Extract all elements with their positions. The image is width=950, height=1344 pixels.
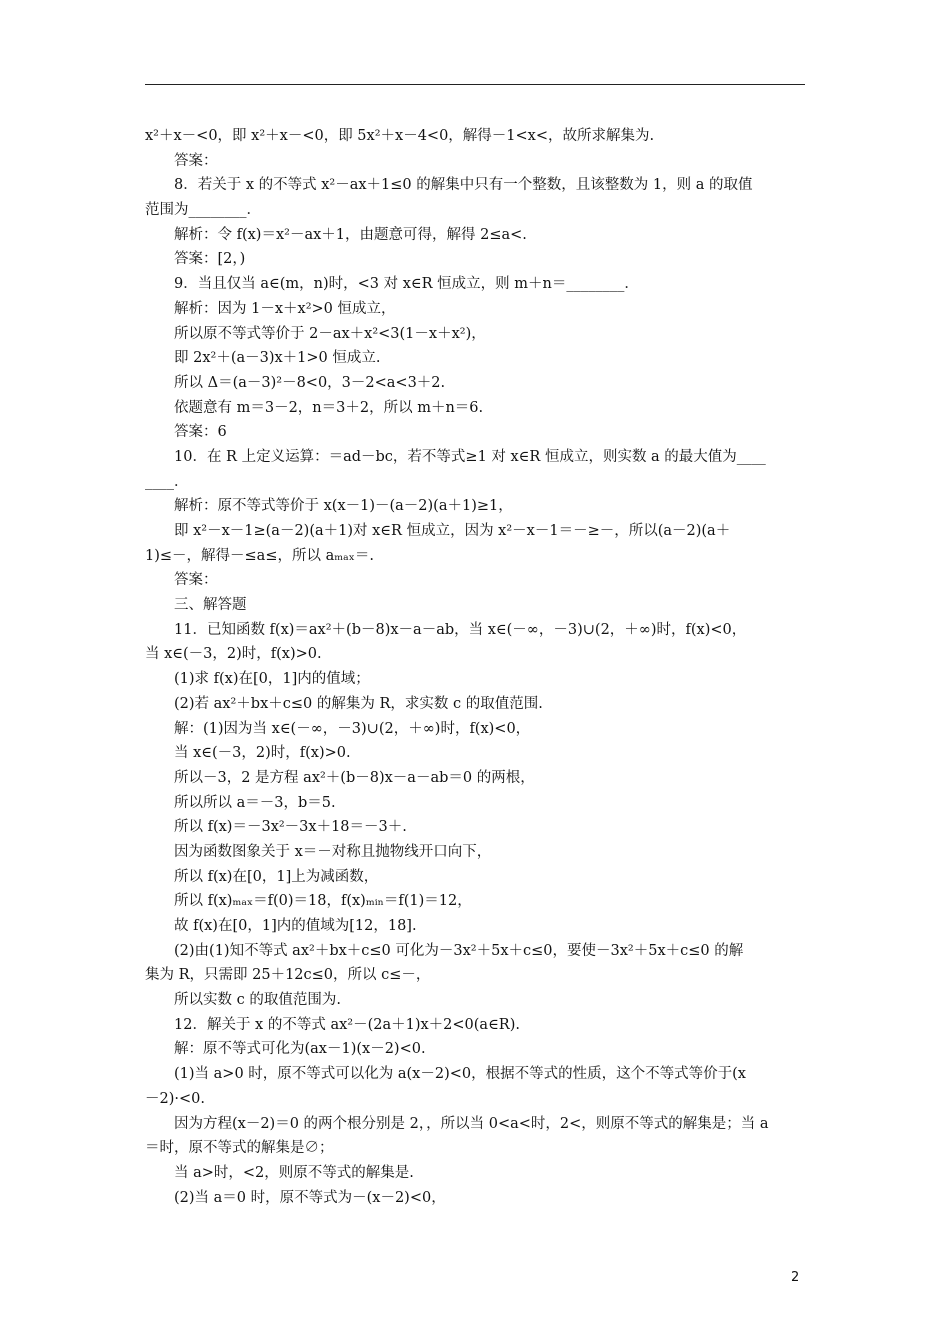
text-line: 所以原不等式等价于 2－ax＋x²<3(1－x＋x²)，	[174, 325, 486, 342]
text-line: 解：(1)因为当 x∈(－∞，－3)∪(2，＋∞)时，f(x)<0，	[174, 720, 531, 737]
text-line: 范围为________．	[145, 202, 261, 219]
body-text	[145, 124, 805, 1210]
text-line: (1)当 a>0 时，原不等式可以化为 a(x－2)<0，根据不等式的性质，这个不等式等价于(x	[174, 1066, 746, 1083]
text-line: 12．解关于 x 的不等式 ax²－(2a＋1)x＋2<0(a∈R).	[174, 1016, 520, 1033]
text-line: 解：原不等式可化为(ax－1)(x－2)<0.	[174, 1041, 426, 1058]
text-line: 11．已知函数 f(x)＝ax²＋(b－8)x－a－ab，当 x∈(－∞，－3)∪(2，＋∞)时，f(x)<0，	[174, 621, 747, 638]
text-line: 解析：因为 1－x＋x²>0 恒成立，	[174, 300, 396, 317]
text-line: 8．若关于 x 的不等式 x²－ax＋1≤0 的解集中只有一个整数，且该整数为 1，则 a 的取值	[174, 177, 753, 194]
text-line: 当 a>时，<2，则原不等式的解集是.	[174, 1164, 414, 1181]
text-line: (1)求 f(x)在[0，1]内的值域；	[174, 671, 370, 688]
text-line: 1)≤－，解得－≤a≤，所以 aₘₐₓ＝.	[145, 547, 374, 564]
text-line: 即 2x²＋(a－3)x＋1>0 恒成立.	[174, 350, 381, 367]
text-line: 所以－3，2 是方程 ax²＋(b－8)x－a－ab＝0 的两根，	[174, 769, 535, 786]
text-line: 答案：[2，)	[174, 251, 246, 268]
text-line: 因为方程(x－2)＝0 的两个根分别是 2，，所以当 0<a<时，2<，则原不等式的解集是；当 a	[174, 1115, 769, 1132]
text-line: 所以 Δ＝(a－3)²－8<0，3－2<a<3＋2.	[174, 374, 446, 391]
text-line: 答案：6	[174, 424, 227, 441]
text-line: 三、解答题	[174, 597, 247, 614]
text-line: (2)当 a＝0 时，原不等式为－(x－2)<0，	[174, 1189, 446, 1206]
text-line: x²＋x－<0，即 x²＋x－<0，即 5x²＋x－4<0，解得－1<x<，故所求解集为.	[145, 128, 655, 144]
text-line: 当 x∈(－3，2)时，f(x)>0.	[145, 646, 322, 663]
text-line: 集为 R，只需即 25＋12c≤0，所以 c≤－，	[145, 967, 431, 984]
text-line: 因为函数图象关于 x＝－对称且抛物线开口向下，	[174, 843, 492, 860]
text-line: 答案：	[174, 152, 218, 169]
text-line: ____．	[145, 473, 189, 490]
text-line: 当 x∈(－3，2)时，f(x)>0.	[174, 745, 351, 762]
text-line: ＝时，原不等式的解集是∅；	[145, 1140, 334, 1157]
text-line: 答案：	[174, 572, 218, 589]
text-line: 解析：原不等式等价于 x(x－1)－(a－2)(a＋1)≥1，	[174, 498, 513, 515]
text-line: (2)若 ax²＋bx＋c≤0 的解集为 R，求实数 c 的取值范围.	[174, 695, 543, 712]
text-line: 解析：令 f(x)＝x²－ax＋1，由题意可得，解得 2≤a<.	[174, 226, 527, 243]
text-line: 即 x²－x－1≥(a－2)(a＋1)对 x∈R 恒成立，因为 x²－x－1＝－≥－，所以(a－2)(a＋	[174, 523, 731, 539]
text-line: 故 f(x)在[0，1]内的值域为[12，18].	[174, 918, 417, 934]
text-line: 所以实数 c 的取值范围为.	[174, 992, 341, 1009]
text-line: －2)·<0.	[145, 1090, 205, 1107]
header-rule	[145, 84, 805, 85]
text-line: 所以 f(x)＝－3x²－3x＋18＝－3＋.	[174, 819, 407, 836]
text-line: 10．在 R 上定义运算：＝ad－bc，若不等式≥1 对 x∈R 恒成立，则实数 a 的最大值为____	[174, 448, 766, 465]
text-line: (2)由(1)知不等式 ax²＋bx＋c≤0 可化为－3x²＋5x＋c≤0，要使－3x²＋5x＋c≤0 的解	[174, 942, 744, 959]
text-line: 所以所以 a＝－3，b＝5.	[174, 794, 336, 811]
text-line: 9．当且仅当 a∈(m，n)时，<3 对 x∈R 恒成立，则 m＋n＝________．	[174, 276, 639, 293]
text-line: 依题意有 m＝3－2，n＝3＋2，所以 m＋n＝6.	[174, 399, 484, 416]
text-line: 所以 f(x)ₘₐₓ＝f(0)＝18，f(x)ₘᵢₙ＝f(1)＝12，	[174, 893, 472, 910]
page-number: 2	[791, 1270, 800, 1285]
text-line: 所以 f(x)在[0，1]上为减函数，	[174, 868, 379, 885]
